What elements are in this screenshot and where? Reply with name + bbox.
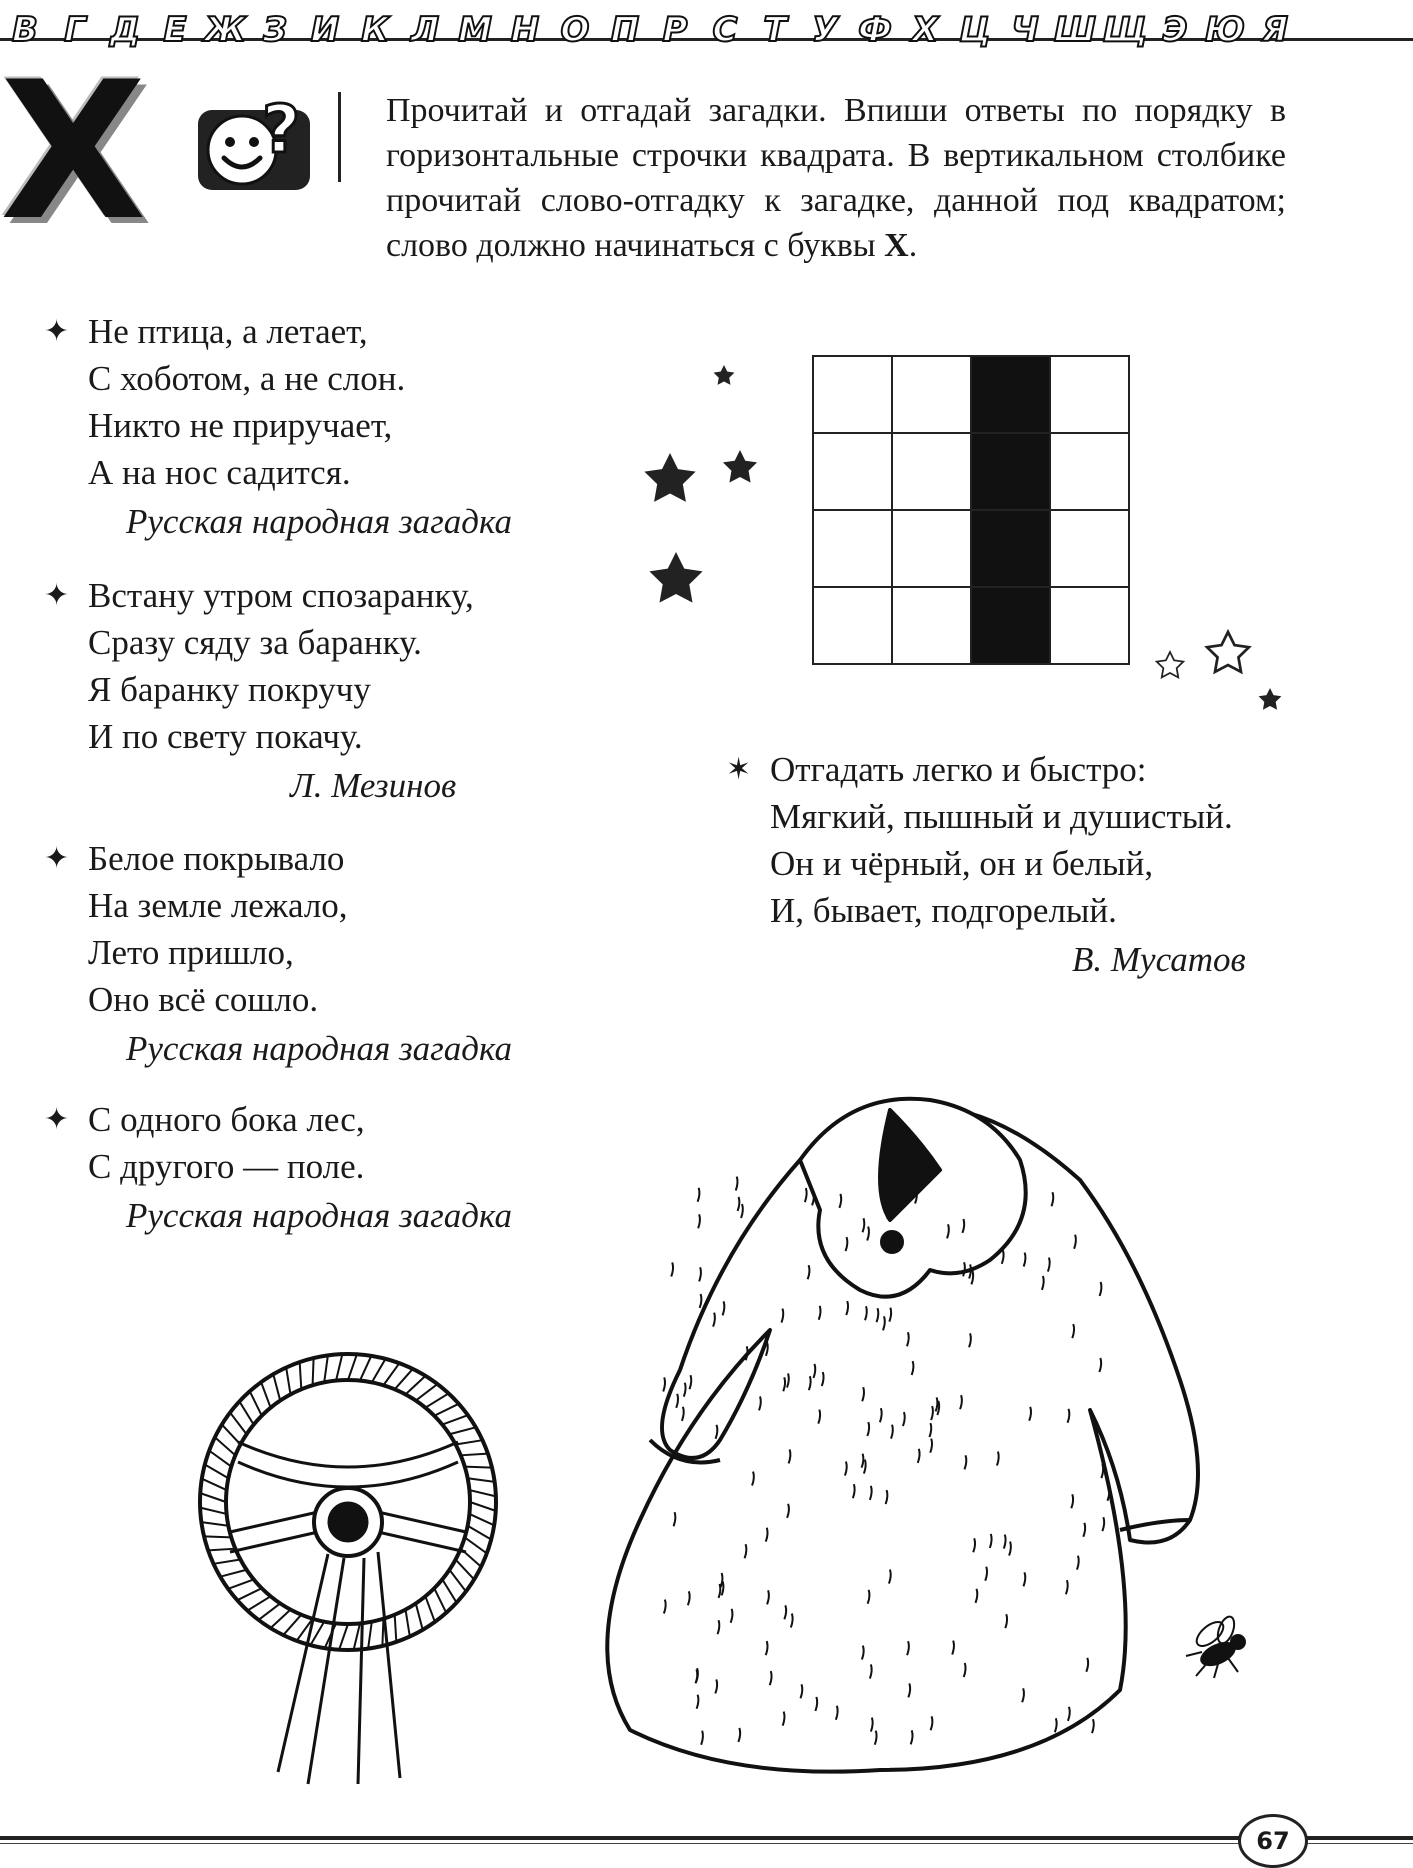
- alphabet-letter: Ю: [1205, 10, 1245, 50]
- riddle-author: Л. Мезинов: [290, 766, 457, 805]
- riddle-line: На земле лежало,: [88, 886, 348, 925]
- alphabet-letter: Ж: [204, 10, 246, 50]
- riddle-line: Никто не приручает,: [88, 406, 393, 445]
- grid-cell[interactable]: [1050, 356, 1129, 433]
- star-icon: [644, 453, 695, 502]
- riddle-line: С другого — поле.: [88, 1147, 365, 1186]
- star-icon: [1207, 632, 1249, 672]
- alphabet-letter: С: [712, 10, 738, 50]
- alphabet-letter: Ф: [858, 10, 892, 50]
- riddle-4: [44, 1096, 513, 1239]
- footer-rule: [0, 1836, 1413, 1840]
- alphabet-letter: Х: [911, 10, 939, 50]
- riddle-line: Встану утром спозаранку,: [88, 576, 474, 615]
- star-icon: [1259, 688, 1282, 710]
- alphabet-letter: О: [560, 10, 590, 50]
- alphabet-letter: П: [610, 10, 640, 50]
- smiley-question-icon: [190, 88, 320, 198]
- bullet-icon: ✦: [44, 578, 70, 613]
- star-icon: [714, 365, 735, 385]
- fur-coat-drawing: [520, 1050, 1220, 1790]
- target-letter: Х: [884, 227, 909, 264]
- riddle-line: Сразу сяду за баранку.: [88, 623, 422, 662]
- riddle-author: Русская народная загадка: [126, 1029, 513, 1068]
- grid-row: [813, 356, 1129, 433]
- alphabet-letter: Н: [510, 10, 540, 50]
- grid-cell[interactable]: [1050, 510, 1129, 587]
- riddle-2: [44, 572, 474, 809]
- grid-row: [813, 433, 1129, 510]
- riddle-line: Он и чёрный, он и белый,: [770, 844, 1154, 883]
- grid-cell[interactable]: [892, 587, 971, 664]
- alphabet-letter: К: [361, 10, 389, 50]
- grid-cell[interactable]: [892, 433, 971, 510]
- alphabet-letter: З: [262, 10, 288, 50]
- bullet-icon: ✦: [44, 1102, 70, 1137]
- alphabet-letter: Р: [662, 10, 688, 50]
- grid-row: [813, 510, 1129, 587]
- icon-divider: [338, 92, 341, 182]
- riddle-line: Оно всё сошло.: [88, 980, 319, 1019]
- riddle-line: А на нос садится.: [88, 453, 351, 492]
- alphabet-letter: Щ: [1102, 10, 1148, 50]
- alphabet-letter: Д: [109, 10, 141, 50]
- riddle-author: В. Мусатов: [1072, 940, 1246, 979]
- alphabet-letters: [0, 0, 1300, 60]
- riddle-3: [44, 835, 513, 1072]
- alphabet-letter: Я: [1261, 10, 1289, 50]
- grid-cell-shaded[interactable]: [971, 433, 1050, 510]
- riddle-author: Русская народная загадка: [126, 502, 513, 541]
- svg-text:?: ?: [262, 91, 301, 168]
- riddle-main: [726, 746, 1246, 983]
- fly-drawing: [1180, 1612, 1270, 1682]
- grid-row: [813, 587, 1129, 664]
- alphabet-letter: Ц: [959, 10, 991, 50]
- instruction-text: Прочитай и отгадай загадки. Впиши ответы по порядку в горизонтальные строчки квадрата. В вертикальном столбике прочитай слово-отгадку к загадке, данной под квадратом; слово должно начинаться с буквы Х.: [386, 92, 1286, 264]
- alphabet-letter: В: [12, 10, 38, 50]
- riddle-line: Отгадать легко и быстро:: [770, 750, 1147, 789]
- grid-cell-shaded[interactable]: [971, 510, 1050, 587]
- grid-cell[interactable]: [813, 587, 892, 664]
- star-icon: [649, 552, 702, 603]
- grid-cell[interactable]: [813, 433, 892, 510]
- big-letter: Х: [0, 41, 147, 262]
- riddle-line: Не птица, а летает,: [88, 312, 368, 351]
- grid-cell[interactable]: [1050, 433, 1129, 510]
- riddle-line: С хоботом, а не слон.: [88, 359, 406, 398]
- grid-cell[interactable]: [1050, 587, 1129, 664]
- asterisk-icon: ✶: [726, 752, 752, 787]
- page-number: 67: [1238, 1814, 1308, 1868]
- alphabet-letter: Ч: [1011, 10, 1039, 50]
- crossword-grid: [812, 355, 1130, 665]
- bullet-icon: ✦: [44, 841, 70, 876]
- steering-wheel-drawing: [168, 1332, 538, 1792]
- page-footer: [0, 1812, 1413, 1865]
- bullet-icon: ✦: [44, 314, 70, 349]
- alphabet-letter: Г: [64, 10, 86, 50]
- alphabet-letter: И: [310, 10, 340, 50]
- alphabet-letter: Л: [410, 10, 440, 50]
- riddle-author: Русская народная загадка: [126, 1196, 513, 1235]
- footer-rule: [0, 1843, 1413, 1844]
- alphabet-letter: Т: [763, 10, 787, 50]
- riddle-line: С одного бока лес,: [88, 1100, 365, 1139]
- star-icon: [1157, 652, 1184, 677]
- grid-cell[interactable]: [813, 356, 892, 433]
- star-icon: [723, 450, 757, 483]
- grid-cell[interactable]: [892, 356, 971, 433]
- alphabet-strip: [0, 0, 1413, 60]
- alphabet-letter: Э: [1162, 10, 1188, 50]
- riddle-line: И по свету покачу.: [88, 717, 363, 756]
- alphabet-letter: У: [811, 10, 839, 50]
- grid-cell-shaded[interactable]: [971, 587, 1050, 664]
- alphabet-letter: Е: [163, 10, 187, 50]
- riddle-line: Лето пришло,: [88, 933, 294, 972]
- alphabet-letter: М: [458, 10, 492, 50]
- riddle-line: Белое покрывало: [88, 839, 345, 878]
- riddle-line: И, бывает, подгорелый.: [770, 891, 1117, 930]
- grid-cell[interactable]: [892, 510, 971, 587]
- riddle-line: Мягкий, пышный и душистый.: [770, 797, 1233, 836]
- riddle-line: Я баранку покручу: [88, 670, 371, 709]
- riddle-1: [44, 308, 513, 545]
- alphabet-letter: Ш: [1053, 10, 1096, 50]
- grid-cell-shaded[interactable]: [971, 356, 1050, 433]
- grid-cell[interactable]: [813, 510, 892, 587]
